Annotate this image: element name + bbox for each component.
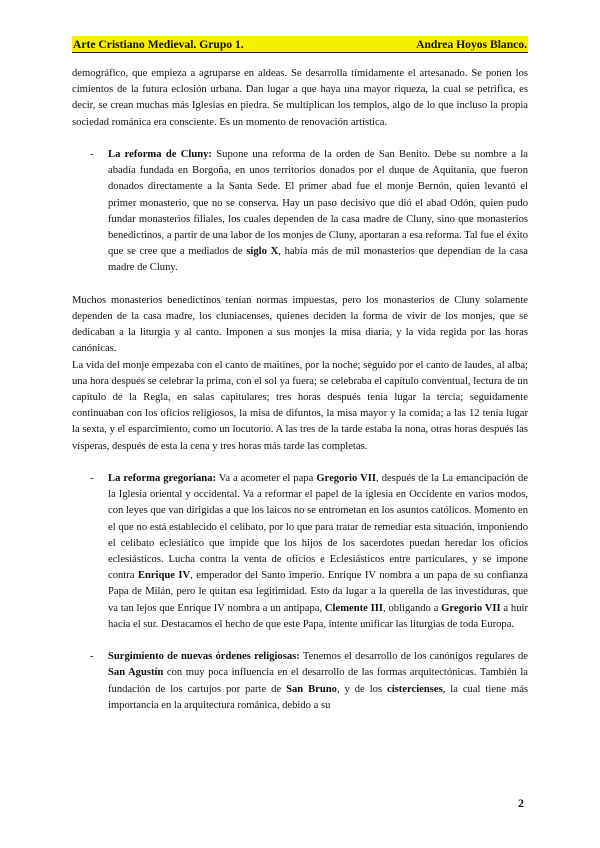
- ordenes-text-4: , la cual tiene más importancia en la arquitectura románica, debido a su: [108, 683, 529, 711]
- bold-gregorio-2: Gregorio VII: [441, 602, 501, 614]
- page-header: [72, 36, 528, 53]
- header-course-title: Arte Cristiano Medieval. Grupo 1.: [73, 37, 244, 51]
- paragraph-monk-life: La vida del monje empezaba con el canto de maitines, por la noche; seguido por el canto de laudes, al alba; una hora después se celebrar la prima, con el sol ya fuera; se celebraba el capítulo conventual, lectura de un capítulo de la Regla, en salas capitulares; tres horas después tenía lugar la tercia; seguidamente continuaban con los oficios religiosos, la misa de difuntos, la misa mayor y la comida; a las 12 tenía lugar la sexta, y el esparcimiento, como un locutorio. A las tres de la tarde estaba la nona, otras horas después las vísperas, después de esta la cena y tres horas más tarde las completas.: [72, 359, 528, 452]
- header-author: Andrea Hoyos Blanco.: [416, 37, 527, 51]
- heading-cluny: La reforma de Cluny:: [108, 149, 212, 160]
- bold-enrique: Enrique IV: [137, 570, 191, 582]
- cluny-text: Supone una reforma de la orden de San Benito. Debe su nombre a la abadía fundada en Borgoña, en unos territorios donados por el duque de Aquitania, que fueron donados directamente a la Santa Sede. El primer abad fue el monje Bernón, quien levantó el primer monasterio, que no se conserva. Hay un paso decisivo que dió el abad Odón, quien pudo fundar monasterios filiales, los cuales dependen de la casa madre de Cluny, sino que monasterios benedictinos, a partir de una labor de los monjes de Cluny, aportaran a esa reforma. Tal fue el éxito que se cree que a mediados de: [108, 149, 528, 258]
- bold-san-bruno: San Bruno: [286, 683, 337, 695]
- gregoriana-text-3: , emperador del Santo imperio. Enrique IV nombra a un papa de su confianza Papa de Milán, pero le quitan esa legitimidad. Esto da lugar a la querella de las investiduras, que va tan lejos que Enrique IV nombra a un antipapa,: [108, 570, 528, 614]
- list-item-gregoriana: [72, 471, 528, 633]
- bullet-dash: -: [90, 651, 94, 663]
- list-item-ordenes: [72, 649, 528, 714]
- document-body: [72, 66, 528, 714]
- list-item-cluny: [72, 147, 528, 277]
- bold-siglo: siglo X: [246, 246, 279, 258]
- ordenes-text-2: con muy poca influencia en el desarrollo de las formas arquitectónicas. También la fundación de los cartujos por parte de: [108, 667, 528, 695]
- bold-gregorio: Gregorio VII: [316, 473, 377, 485]
- bold-cistercienses: cistercienses: [387, 683, 443, 695]
- paragraph-demographic: demográfico, que empieza a agruparse en aldeas. Se desarrolla tímidamente el artesanado. Se ponen los cimientos de la futura eclosión urbana. Dan lugar a que haya una mayor riqueza, la cual se petrifica, es decir, se crean muchas más Iglesias en piedra. Se multiplican los templos, algo de lo que incluso la propia sociedad románica era consciente. Es un momento de renovación artística.: [72, 68, 528, 128]
- bullet-dash: -: [90, 149, 94, 160]
- gregoriana-text-4: , obligando a: [383, 602, 442, 614]
- gregoriana-text-2: , después de la La emancipación de la Iglesia oriental y occidental. Va a reformar el papel de la iglesia en Occidente en varios modos, con leyes que van dirigidas a que los laicos no se entrometan en los asuntos católicos. Momento en el que no está establecido el celibato, por lo que para tratar de remediar esta situación, imponiendo el celibato eclesiático que impide que los hijos de los sacerdotes puedan heredar los oficios eclesiásticos. Lucha contra la venta de oficios e Eclesiásticos entre particulares, y se impone contra: [108, 473, 528, 582]
- cluny-text-end: , había más de mil monasterios que dependían de la casa madre de Cluny.: [108, 246, 528, 274]
- paragraph-monasteries: Muchos monasterios benedictinos tenían normas impuestas, pero los monasterios de Cluny solamente dependen de la casa madre, los cluniacenses, quienes deciden la forma de vivir de los monjes, que se dedicaban a la liturgia y al canto. Imponen a sus monjes la misa diaria, y la vida regida por las horas canónicas.: [72, 294, 528, 355]
- heading-ordenes: Surgimiento de nuevas órdenes religiosas:: [108, 651, 300, 663]
- bold-clemente: Clemente III: [324, 602, 384, 614]
- gregoriana-text-5: a huir hacia el sur. Destacamos el hecho de que este Papa, intente unificar las liturgias de toda Europa.: [108, 602, 528, 630]
- ordenes-text-3: , y de los: [336, 683, 387, 695]
- ordenes-text-1: Tenemos el desarrollo de los canónigos regulares de: [299, 651, 528, 663]
- bold-san-agustin: San Agustín: [108, 667, 164, 679]
- bullet-dash: -: [90, 473, 94, 485]
- heading-gregoriana: La reforma gregoriana:: [108, 473, 217, 485]
- gregoriana-text-1: Va a acometer el papa: [216, 473, 317, 485]
- page-number: 2: [518, 796, 524, 810]
